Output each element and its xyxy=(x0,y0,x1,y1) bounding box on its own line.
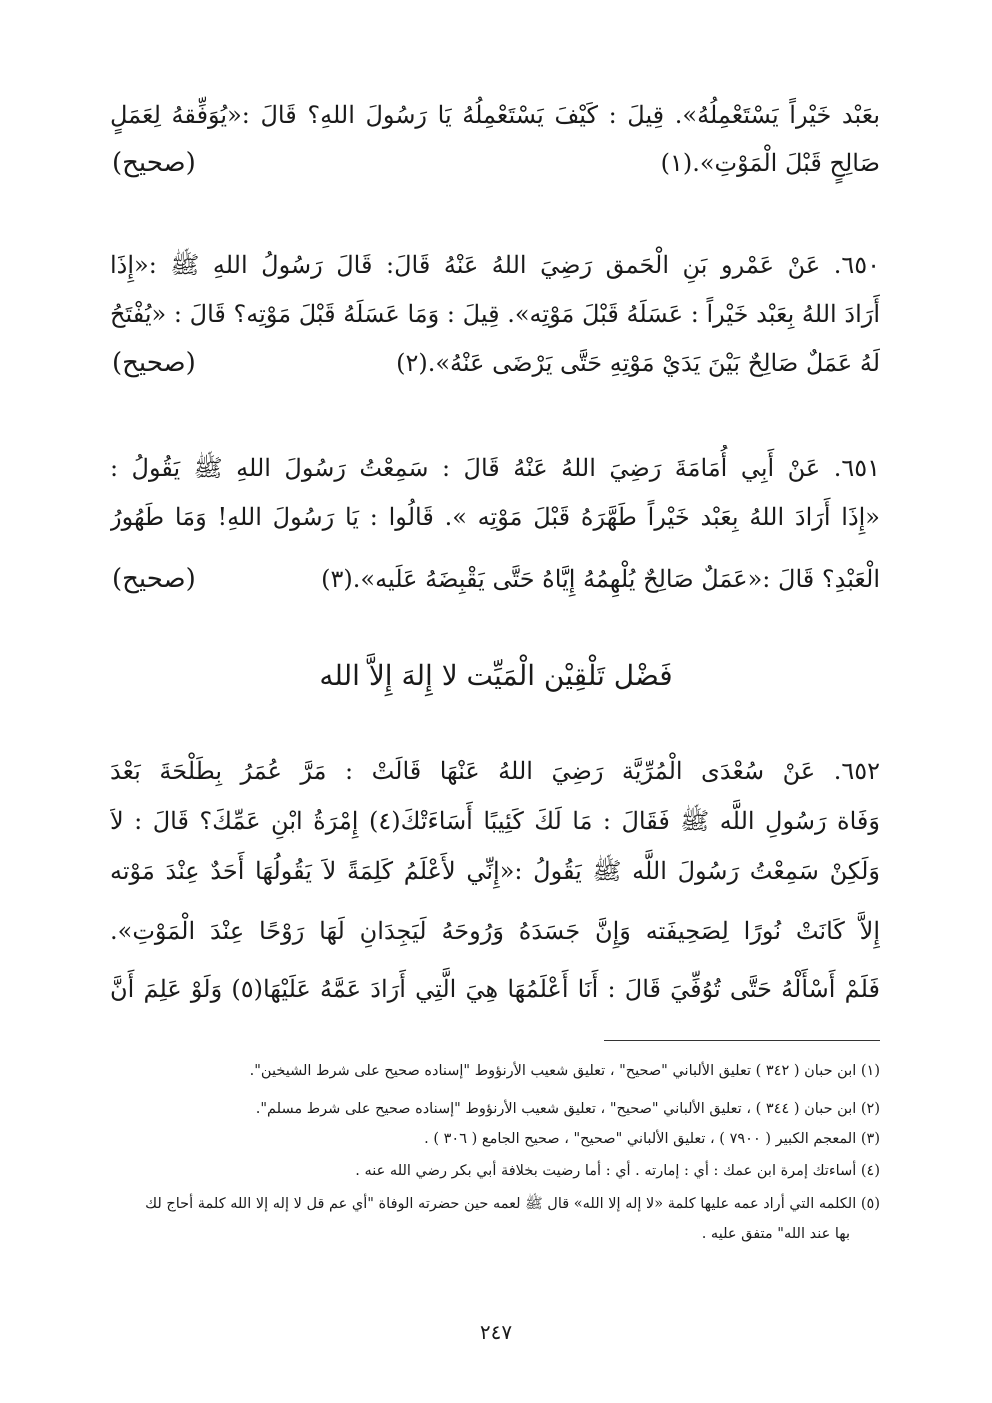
hadith-650-line-1: ٦٥٠. عَنْ عَمْرو بَنِ الْحَمق رَضِيَ اللهُ عَنْهُ قَالَ: قَالَ رَسُولُ اللهِ ﷺ :«إِذَا xyxy=(110,251,880,279)
hadith-652-line-1: ٦٥٢. عَنْ سُعْدَى الْمُرِّيَّة رَضِيَ اللهُ عَنْهَا قَالَتْ : مَرَّ عُمَرُ بِطَلْحَةَ بَعْدَ xyxy=(110,757,880,785)
footnote-separator xyxy=(604,1040,880,1041)
hadith-652-line-4: إِلاَّ كَانَتْ نُورًا لِصَحِيفَته وَإِنَّ جَسَدَهُ وَرُوحَهُ لَيَجِدَانِ لَهَا رَوْحًا عِنْدَ الْمَوْتِ». xyxy=(110,917,880,945)
hadith-652-line-3: وَلَكِنْ سَمِعْتُ رَسُولَ اللَّه ﷺ يَقُولُ :«إِنِّي لأَعْلَمُ كَلِمَةً لاَ يَقُولُهَا أَحَدٌ عِنْدَ مَوْته xyxy=(110,857,880,885)
hadith-651-line-1: ٦٥١. عَنْ أَبِي أُمَامَةَ رَضِيَ اللهُ عَنْهُ قَالَ : سَمِعْتُ رَسُولَ اللهِ ﷺ يَقُولُ : xyxy=(110,454,880,482)
hadith-651-line-3: الْعَبْدِ؟ قَالَ :«عَمَلٌ صَالِحٌ يُلْهِمُهُ إِيَّاهُ حَتَّى يَقْبِضَهُ عَلَيه».(٣) xyxy=(321,565,880,593)
footnote-4: (٤) أساءتك إمرة ابن عمك : أي : إمارته . أي : أما رضيت بخلافة أبي بكر رضي الله عنه . xyxy=(355,1163,880,1179)
hadith-650-line-3: لَهُ عَمَلٌ صَالِحٌ بَيْنَ يَدَيْ مَوْتِهِ حَتَّى يَرْضَى عَنْهُ».(٢) xyxy=(396,349,880,377)
hadith-652-line-2: وَفَاة رَسُولِ اللَّه ﷺ فَقَالَ : مَا لَكَ كَئِيبًا أَسَاءَتْكَ(٤) إِمْرَةُ ابْنِ عَمِّكَ؟ قَالَ : لاَ xyxy=(110,807,880,835)
hadith-650-line-2: أَرَادَ اللهُ بِعَبْد خَيْراً : عَسَلَهُ قَبْلَ مَوْتِه». قِيلَ : وَمَا عَسَلَهُ قَبْلَ مَوْتِه؟ قَالَ : «يُفْتَحُ xyxy=(110,300,880,328)
hadith-651-line-2: «إِذَا أَرَادَ اللهُ بِعَبْد خَيْراً طَهَّرَهُ قَبْلَ مَوْتِه ». قَالُوا : يَا رَسُولَ اللهِ! وَمَا طَهُورُ xyxy=(110,503,880,531)
page-number: ٢٤٧ xyxy=(479,1320,513,1344)
footnote-5: (٥) الكلمه التي أراد عمه عليها كلمة «لا إله إلا الله» قال ﷺ لعمه حين حضرته الوفاة "أي عم قل لا إله إلا الله كلمة أحاج لك xyxy=(145,1196,880,1212)
section-heading: فَضْل تَلْقِيْن الْمَيِّت لا إِلهَ إِلاَّ الله xyxy=(319,659,673,692)
grade-label-650: (صحيح) xyxy=(112,348,196,378)
footnote-5-continuation: بها عند الله" متفق عليه . xyxy=(701,1226,850,1242)
footnote-3: (٣) المعجم الكبير ( ٧٩٠٠ ) ، تعليق الألباني "صحيح" ، صحيح الجامع ( ٣٠٦ ) . xyxy=(424,1131,880,1147)
grade-label-651: (صحيح) xyxy=(112,564,196,594)
footnote-1: (١) ابن حبان ( ٣٤٢ ) تعليق الألباني "صحيح" ، تعليق شعيب الأرنؤوط "إسناده صحيح على شرط الشيخين". xyxy=(249,1063,880,1079)
footnote-2: (٢) ابن حبان ( ٣٤٤ ) ، تعليق الألباني "صحيح" ، تعليق شعيب الأرنؤوط "إسناده صحيح على شرط مسلم". xyxy=(255,1101,880,1117)
hadith-649-line-2: صَالِحٍ قَبْلَ الْمَوْتِ».(١) xyxy=(660,149,880,177)
hadith-652-line-5: فَلَمْ أَسْأَلْهُ حَتَّى تُوُفِّيَ قَالَ : أَنَا أَعْلَمُهَا هِيَ الَّتِي أَرَادَ عَمَّهُ عَلَيْهَا(٥) وَلَوْ عَلِمَ أَنَّ xyxy=(110,975,880,1003)
grade-label-649: (صحيح) xyxy=(112,148,196,178)
hadith-649-line-1: بعَبْد خَيْراً يَسْتَعْمِلُهُ». قِيلَ : كَيْفَ يَسْتَعْمِلُهُ يَا رَسُولَ اللهِ؟ قَالَ :«يُوَفِّقهُ لِعَمَلٍ xyxy=(110,101,880,129)
